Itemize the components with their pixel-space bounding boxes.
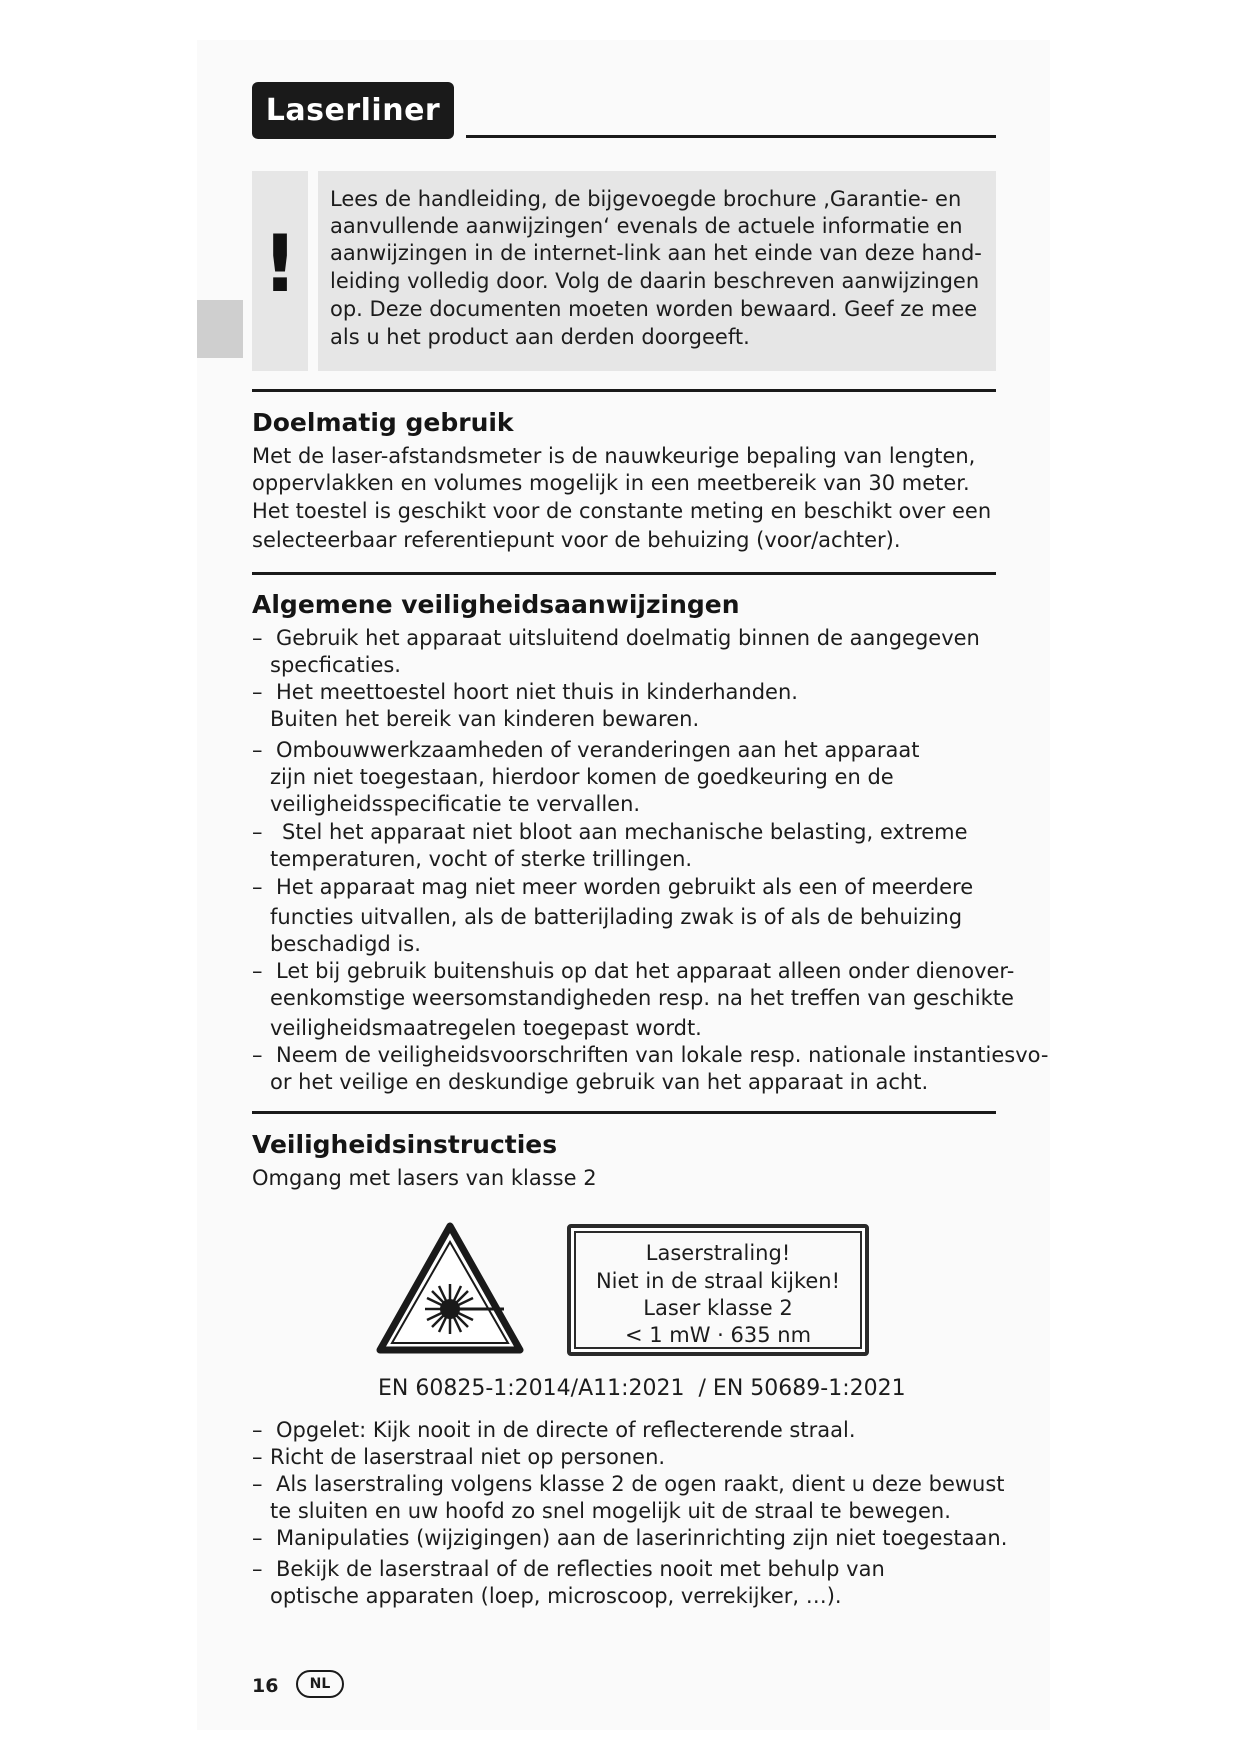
notice-line: aanwijzingen in de internet-link aan het einde van deze hand-	[330, 241, 982, 265]
section-divider	[252, 572, 996, 575]
body-line: selecteerbaar referentiepunt voor de behuizing (voor/achter).	[252, 528, 901, 552]
list-item-line: Let bij gebruik buitenshuis op dat het apparaat alleen onder dienover-	[276, 959, 1015, 983]
list-item-line: veiligheidsspecificatie te vervallen.	[270, 792, 641, 816]
notice-line: leiding volledig door. Volg de daarin beschreven aanwijzingen	[330, 269, 980, 293]
list-item-line: eenkomstige weersomstandigheden resp. na het treffen van geschikte	[270, 986, 1014, 1010]
bullet-dash: –	[252, 875, 263, 899]
warning-label-line: Niet in de straal kijken!	[595, 1269, 841, 1293]
exclamation-icon: !	[262, 220, 298, 310]
notice-line: als u het product aan derden doorgeeft.	[330, 325, 750, 349]
bullet-dash: –	[252, 959, 263, 983]
list-item-line: Bekijk de laserstraal of de reflecties nooit met behulp van	[276, 1557, 885, 1581]
list-item-line: Ombouwwerkzaamheden of veranderingen aan het apparaat	[276, 738, 920, 762]
notice-line: Lees de handleiding, de bijgevoegde brochure ‚Garantie- en	[330, 187, 962, 211]
list-item-line: zijn niet toegestaan, hierdoor komen de goedkeuring en de	[270, 765, 894, 789]
bullet-dash: –	[252, 1526, 263, 1550]
notice-line: aanvullende aanwijzingen‘ evenals de actuele informatie en	[330, 214, 963, 238]
standards-reference: EN 60825-1:2014/A11:2021 / EN 50689-1:2021	[378, 1376, 906, 1401]
section-subtitle: Omgang met lasers van klasse 2	[252, 1166, 597, 1190]
page-number: 16	[252, 1675, 279, 1697]
bullet-dash: –	[252, 738, 263, 762]
list-item-line: Het meettoestel hoort niet thuis in kinderhanden.	[276, 680, 798, 704]
list-item-line: temperaturen, vocht of sterke trillingen.	[270, 847, 693, 871]
bullet-dash: –	[252, 1418, 263, 1442]
list-item-line: Neem de veiligheidsvoorschriften van lokale resp. nationale instantiesvo-	[276, 1043, 1049, 1067]
bullet-dash: –	[252, 1472, 263, 1496]
list-item-line: Opgelet: Kijk nooit in de directe of reflecterende straal.	[276, 1418, 856, 1442]
body-line: oppervlakken en volumes mogelijk in een meetbereik van 30 meter.	[252, 471, 970, 495]
bullet-dash: –	[252, 1445, 263, 1469]
bullet-dash: –	[252, 626, 263, 650]
list-item-line: functies uitvallen, als de batterijlading zwak is of als de behuizing	[270, 905, 963, 929]
list-item-line: Het apparaat mag niet meer worden gebruikt als een of meerdere	[276, 875, 974, 899]
body-line: Met de laser-afstandsmeter is de nauwkeurige bepaling van lengten,	[252, 444, 976, 468]
section-title-safety-instructions: Veiligheidsinstructies	[252, 1130, 558, 1159]
notice-line: op. Deze documenten moeten worden bewaard. Geef ze mee	[330, 297, 978, 321]
list-item-line: Als laserstraling volgens klasse 2 de ogen raakt, dient u deze bewust	[276, 1472, 1005, 1496]
section-tab-marker	[197, 300, 243, 358]
bullet-dash: –	[252, 1557, 263, 1581]
brand-logo: Laserliner	[252, 82, 454, 139]
section-title-general-safety: Algemene veiligheidsaanwijzingen	[252, 590, 740, 619]
warning-label-line: Laser klasse 2	[643, 1296, 793, 1320]
section-title-intended-use: Doelmatig gebruik	[252, 408, 514, 437]
language-badge: NL	[296, 1670, 344, 1698]
section-divider	[252, 1111, 996, 1114]
list-item-line: veiligheidsmaatregelen toegepast wordt.	[270, 1016, 702, 1040]
list-item-line: Richt de laserstraal niet op personen.	[270, 1445, 666, 1469]
list-item-line: te sluiten en uw hoofd zo snel mogelijk uit de straal te bewegen.	[270, 1499, 951, 1523]
bullet-dash: –	[252, 1043, 263, 1067]
warning-label-line: Laserstraling!	[645, 1241, 791, 1265]
header-rule	[466, 135, 996, 138]
body-line: Het toestel is geschikt voor de constante meting en beschikt over een	[252, 499, 992, 523]
list-item-line: Stel het apparaat niet bloot aan mechanische belasting, extreme	[282, 820, 968, 844]
bullet-dash: –	[252, 820, 263, 844]
list-item-line: Gebruik het apparaat uitsluitend doelmatig binnen de aangegeven	[276, 626, 980, 650]
laser-warning-triangle-icon	[376, 1222, 524, 1354]
section-divider	[252, 389, 996, 392]
list-item-line: or het veilige en deskundige gebruik van het apparaat in acht.	[270, 1070, 929, 1094]
laser-warning-label	[567, 1224, 869, 1356]
list-item-line: Manipulaties (wijzigingen) aan de laserinrichting zijn niet toegestaan.	[276, 1526, 1008, 1550]
list-item-line: optische apparaten (loep, microscoop, verrekijker, …).	[270, 1584, 842, 1608]
warning-label-line: < 1 mW · 635 nm	[624, 1323, 812, 1347]
list-item-line: specficaties.	[270, 653, 401, 677]
list-item-line: Buiten het bereik van kinderen bewaren.	[270, 707, 700, 731]
bullet-dash: –	[252, 680, 263, 704]
list-item-line: beschadigd is.	[270, 932, 421, 956]
